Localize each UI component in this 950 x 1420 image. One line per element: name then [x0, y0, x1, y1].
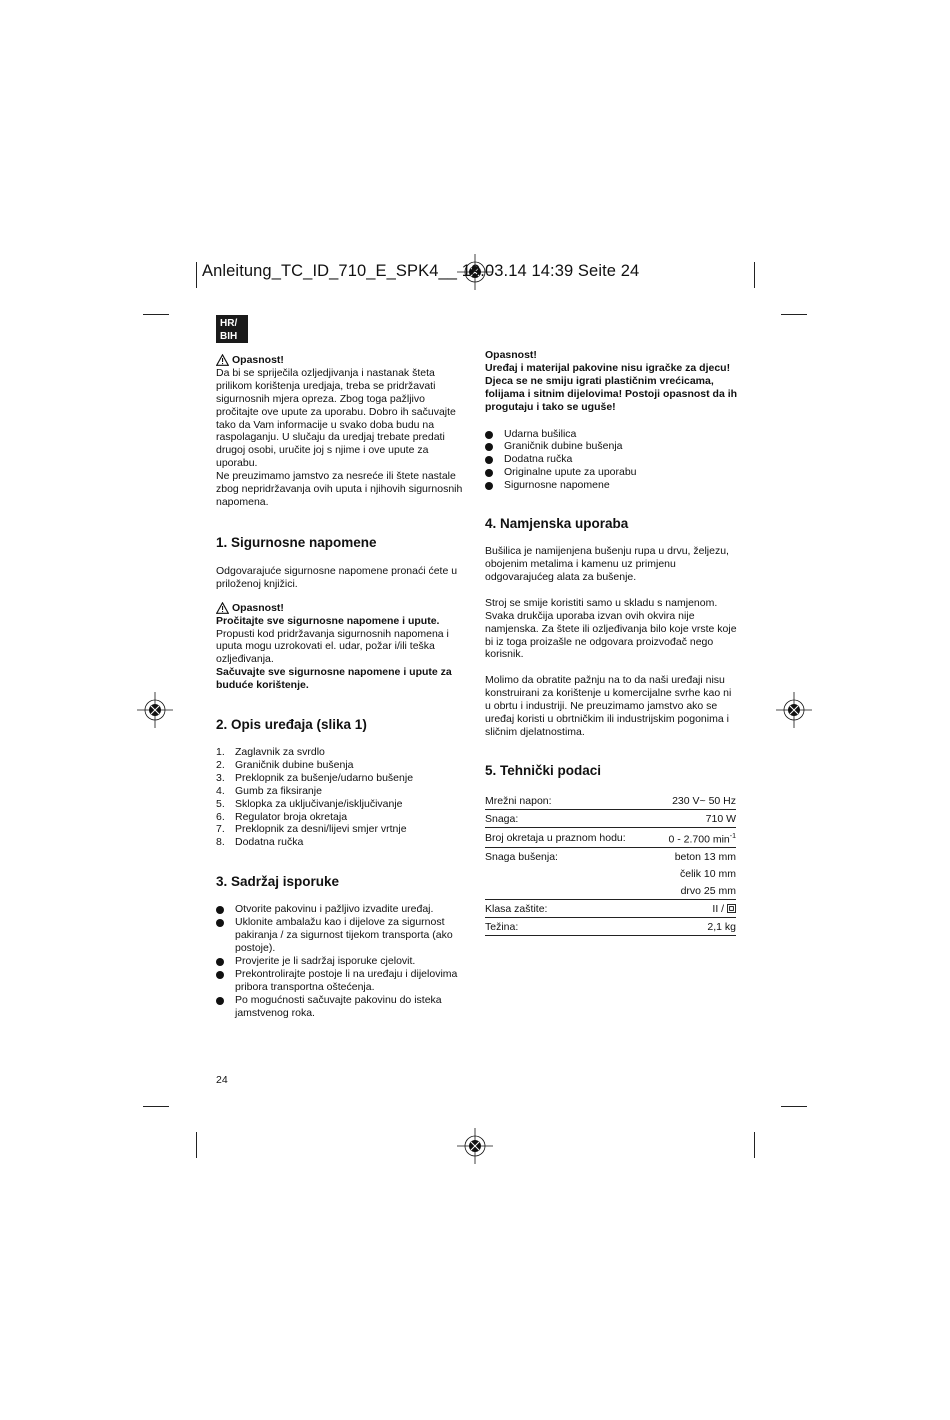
- bullet-icon: [485, 431, 493, 439]
- list-item: Po mogućnosti sačuvajte pakovinu do isteka jamstvenog roka.: [216, 994, 466, 1020]
- list-item: 3. Preklopnik za bušenje/udarno bušenje: [216, 771, 414, 784]
- list-item: 2. Graničnik dubine bušenja: [216, 758, 354, 771]
- section-1-title: 1. Sigurnosne napomene: [216, 534, 377, 550]
- crop-mark: [196, 1132, 197, 1158]
- section-1-text: Odgovarajuće sigurnosne napomene pronaći ćete u priloženoj knjižici.: [216, 564, 458, 590]
- crop-mark: [754, 262, 755, 288]
- section-2-title: 2. Opis uređaja (slika 1): [216, 717, 367, 733]
- list-item: 4. Gumb za fiksiranje: [216, 784, 322, 797]
- protection-class-icon: [727, 904, 736, 913]
- list-item: 8. Dodatna ručka: [216, 836, 304, 849]
- danger-text: Uređaj i materijal pakovine nisu igračke za djecu! Djeca se ne smiju igrati plastičnim vrećicama, folijama i sitnim dijelovima! Postoji opasnost da ih progutaju i tako se uguše!: [485, 361, 738, 413]
- crop-mark: [143, 314, 169, 315]
- crop-mark: [781, 314, 807, 315]
- crop-mark: [754, 1132, 755, 1158]
- crop-mark: [781, 1106, 807, 1107]
- bullet-icon: [485, 456, 493, 464]
- list-item: Uklonite ambalažu kao i dijelove za sigurnost pakiranja / za sigurnost tijekom transporta (ako postoje).: [216, 916, 466, 955]
- safety-bold-2: Sačuvajte sve sigurnosne napomene i upute za buduće korištenje.: [216, 666, 452, 692]
- list-item: Sigurnosne napomene: [485, 479, 739, 492]
- table-row: Mrežni napon: 230 V~ 50 Hz: [485, 792, 736, 810]
- registration-mark-icon: [776, 692, 812, 728]
- list-item: 1. Zaglavnik za svrdlo: [216, 746, 325, 759]
- list-item: 5. Sklopka za uključivanje/isključivanje: [216, 797, 403, 810]
- table-row: Težina: 2,1 kg: [485, 918, 736, 936]
- table-row: Klasa zaštite: II /: [485, 900, 736, 918]
- bullet-icon: [216, 958, 224, 966]
- list-item: 7. Preklopnik za desni/lijevi smjer vrtnje: [216, 823, 407, 836]
- bullet-icon: [485, 482, 493, 490]
- section-3-title: 3. Sadržaj isporuke: [216, 874, 340, 890]
- left-column: [216, 354, 466, 1019]
- list-item: Udarna bušilica: [485, 428, 739, 441]
- danger-heading: Opasnost!: [216, 354, 466, 367]
- delivery-list: [485, 428, 739, 493]
- intended-use-p1: Bušilica je namijenjena bušenju rupa u drvu, željezu, obojenim metalima i kamenu uz primjenu odgovarajućeg alata za bušenje.: [485, 545, 729, 583]
- registration-mark-icon: [137, 692, 173, 728]
- page-number: 24: [216, 1074, 228, 1086]
- danger-heading: Opasnost!: [216, 602, 466, 615]
- safety-bold-1: Pročitajte sve sigurnosne napomene i upute.: [216, 614, 440, 627]
- bullet-icon: [216, 919, 224, 927]
- danger-title: Opasnost!: [485, 349, 537, 361]
- language-badge-line1: HR/: [220, 318, 238, 329]
- list-item: Prekontrolirajte postoje li na uređaju i dijelovima pribora transportna oštećenja.: [216, 968, 466, 994]
- table-row: Snaga bušenja: beton 13 mm: [485, 851, 736, 864]
- table-row: čelik 10 mm: [679, 868, 736, 881]
- list-item: 6. Regulator broja okretaja: [216, 810, 348, 823]
- intended-use-p3: Molimo da obratite pažnju na to da naši uređaji nisu konstruirani za korištenje u komercijalne svrhe kao ni u obrtu i industriji. Ne preuzimamo jamstvo ako se uređaj koristi u obrtničkim ili industrijskim pogonima i sličnim djelatnostima.: [485, 674, 732, 738]
- list-item: Graničnik dubine bušenja: [485, 440, 739, 453]
- table-row: Snaga: 710 W: [485, 809, 736, 827]
- print-slug-header: Anleitung_TC_ID_710_E_SPK4__ 19.03.14 14:39 Seite 24: [202, 262, 640, 280]
- list-item: Provjerite je li sadržaj isporuke cjelovit.: [216, 955, 466, 968]
- list-item: Dodatna ručka: [485, 453, 739, 466]
- bullet-icon: [216, 906, 224, 914]
- section-4-title: 4. Namjenska uporaba: [485, 516, 629, 532]
- bullet-icon: [485, 443, 493, 451]
- warning-triangle-icon: [216, 354, 229, 366]
- warning-triangle-icon: [216, 602, 229, 614]
- crop-mark: [196, 262, 197, 288]
- table-row: drvo 25 mm: [485, 882, 736, 900]
- unpacking-list: [216, 903, 466, 1019]
- technical-data-table: [485, 792, 736, 937]
- bullet-icon: [216, 997, 224, 1005]
- list-item: Otvorite pakovinu i pažljivo izvadite uređaj.: [216, 903, 466, 916]
- registration-mark-icon: [457, 1128, 493, 1164]
- bullet-icon: [485, 469, 493, 477]
- safety-text: Propusti kod pridržavanja sigurnosnih napomena i uputa mogu uzrokovati el. udar, požar i/ili teška ozljeđivanja.: [216, 627, 449, 666]
- liability-text: Ne preuzimamo jamstvo za nesreće ili štete nastale zbog nepridržavanja ovih uputa i njihovih sigurnosnih napomena.: [216, 470, 463, 508]
- parts-list: [216, 746, 466, 849]
- bullet-icon: [216, 971, 224, 979]
- crop-mark: [143, 1106, 169, 1107]
- table-row: Broj okretaja u praznom hodu: 0 - 2.700 $\min^{-1}$: [485, 827, 736, 848]
- language-badge: [216, 315, 248, 343]
- section-5-title: 5. Tehnički podaci: [485, 762, 602, 778]
- danger-text: Da bi se spriječila ozljedjivanja i nastanak šteta prilikom korištenja uredjaja, treba se pridržavati sigurnosnih mjera opreza. Zbog toga pažljivo pročitajte ove upute za uporabu. Dobro ih sačuvajte tako da Vam informacije u svako doba budu na raspolaganju. U slučaju da uredjaj trebate predati drugoj osobi, uručite joj s njime i ove upute za uporabu.: [216, 366, 456, 470]
- list-item: Originalne upute za uporabu: [485, 466, 739, 479]
- right-column: [485, 349, 739, 936]
- intended-use-p2: Stroj se smije koristiti samo u skladu s namjenom. Svaka drukčija uporaba izvan ovih okvira nije namjenska. Za štete ili ozljeđivanja bilo koje vrste koje bi iz toga proizašle ne odgovara proizvođač nego korisnik.: [485, 596, 737, 661]
- language-badge-line2: BIH: [220, 331, 238, 342]
